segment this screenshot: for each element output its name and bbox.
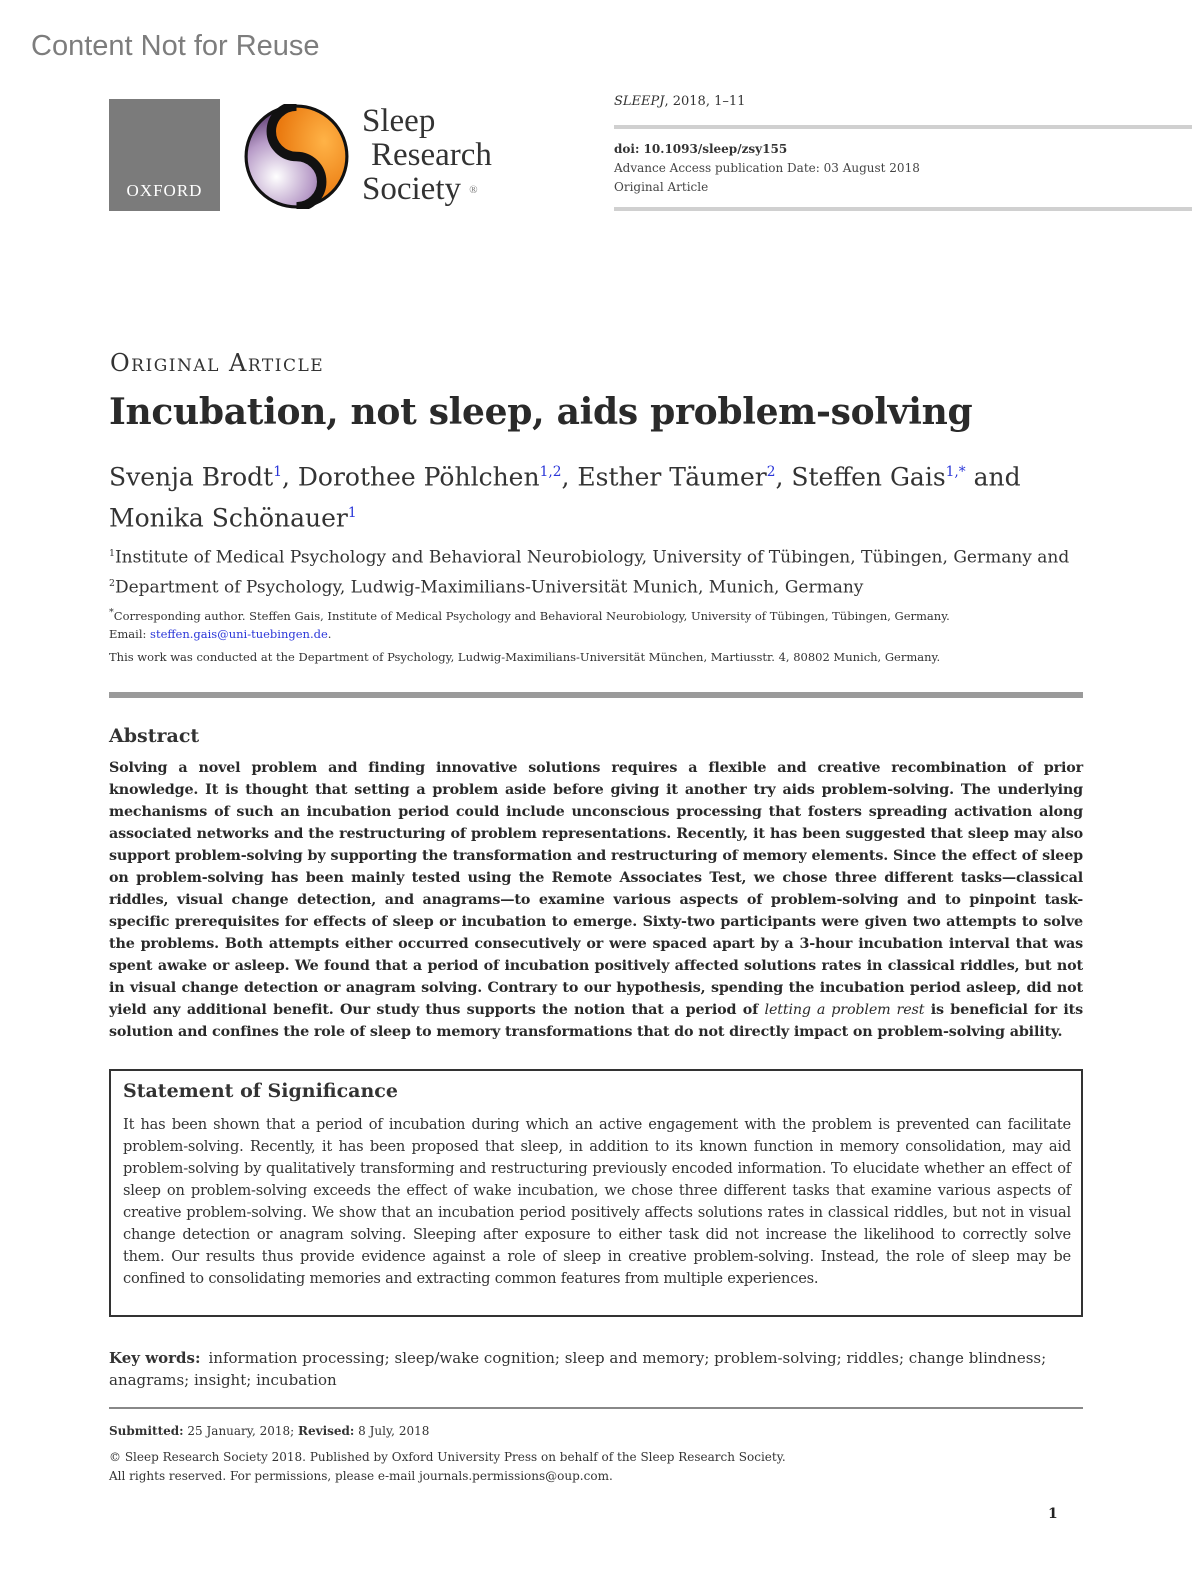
affiliations — [109, 541, 1109, 600]
correspondence-marker: * — [109, 607, 114, 618]
keywords-text: information processing; sleep/wake cognition; sleep and memory; problem-solving; riddles; change blindness; anagrams; insight; incubation — [109, 1349, 1047, 1389]
affiliation-number: 2 — [109, 577, 115, 589]
journal-name: SLEEPJ — [614, 94, 665, 109]
author: Steffen Gais — [791, 462, 946, 492]
affiliation-text: Institute of Medical Psychology and Behavioral Neurobiology, University of Tübingen, Tübingen, Germany and — [114, 547, 1070, 568]
journal-reference — [614, 94, 745, 109]
author: Monika Schönauer — [109, 503, 348, 533]
revised-date: 8 July, 2018 — [354, 1424, 430, 1438]
affiliation-2 — [109, 571, 1109, 601]
affiliation-1 — [109, 541, 1109, 571]
email-end: . — [327, 626, 332, 641]
statement-of-significance — [109, 1069, 1083, 1317]
footer-rule — [109, 1407, 1083, 1409]
author-separator: and — [965, 462, 1021, 492]
section-divider — [109, 692, 1083, 698]
author-affiliation-ref[interactable]: 1 — [273, 464, 282, 480]
author: Dorothee Pöhlchen — [297, 462, 540, 492]
author-affiliation-ref[interactable]: 1 — [347, 505, 357, 522]
keywords — [109, 1347, 1083, 1391]
significance-text: It has been shown that a period of incubation during which an active engagement with the problem is prevented can facilitate problem-solving. Recently, it has been proposed that sleep, in addition to its known function in memory consolidation, may aid problem-solving by qualitatively transforming and restructuring previously encoded information. To elucidate whether an effect of sleep on problem-solving exceeds the effect of wake incubation, we chose three different tasks that examine various aspects of creative problem-solving. We show that an incubation period positively affects solutions rates in classical riddles, but not in visual change detection or anagram solving. Sleeping after exposure to either task did not increase the likelihood to correctly solve them. Our results thus provide evidence against a role of sleep in creative problem-solving. Instead, the role of sleep may be confined to consolidating memories and extracting common features from multiple experiences. — [123, 1116, 1071, 1287]
header-rule-top — [614, 125, 1192, 129]
watermark: Content Not for Reuse — [31, 30, 320, 62]
author-separator: , — [281, 462, 298, 492]
copyright-line1: © Sleep Research Society 2018. Published by Oxford University Press on behalf of the Sleep Research Society. — [109, 1450, 786, 1464]
society-name — [362, 104, 492, 207]
submitted-date: 25 January, 2018; — [183, 1424, 298, 1438]
author-separator: , — [775, 462, 792, 492]
article-title: Incubation, not sleep, aids problem-solving — [109, 391, 973, 433]
abstract-text-part: Solving a novel problem and finding innovative solutions requires a flexible and creative recombination of prior knowledge. It is thought that setting a problem aside before giving it another try aids problem-solving. The underlying mechanisms of such an incubation period could include unconscious processing that fosters spreading activation along associated networks and the restructuring of problem representations. Recently, it has been suggested that sleep may also support problem-solving by supporting the transformation and restructuring of memory elements. Since the effect of sleep on problem-solving has been mainly tested using the Remote Associates Test, we chose three different tasks—classical riddles, visual change detection, and anagrams—to examine various aspects of problem-solving and to pinpoint task-specific prerequisites for effects of sleep or incubation to emerge. Sixty-two participants were given two attempts to solve the problems. Both attempts either occurred consecutively or were spaced apart by a 3-hour incubation interval that was spent awake or asleep. We found that a period of incubation positively affected solutions rates in classical riddles, but not in visual change detection or anagram solving. Contrary to our hypothesis, spending the incubation period asleep, did not yield any additional benefit. Our study thus supports the notion that a period of — [109, 760, 1083, 1018]
society-name-line1: Sleep — [362, 103, 436, 139]
sleep-research-society-logo-icon — [244, 104, 349, 209]
affiliation-number: 1 — [109, 548, 115, 559]
conducted-note: This work was conducted at the Department of Psychology, Ludwig-Maximilians-Universität München, Martiusstr. 4, 80802 Munich, Germany. — [109, 650, 941, 664]
author: Esther Täumer — [577, 462, 767, 492]
society-name-line2: Research — [371, 137, 492, 173]
significance-heading: Statement of Significance — [123, 1080, 398, 1102]
article-type: Original Article — [614, 180, 709, 194]
submitted-label: Submitted: — [109, 1424, 184, 1438]
author-separator: , — [561, 462, 578, 492]
email-link[interactable]: steffen.gais@uni-tuebingen.de — [150, 626, 328, 641]
revised-label: Revised: — [298, 1424, 355, 1438]
registered-mark: ® — [469, 184, 478, 196]
keywords-label: Key words: — [109, 1349, 201, 1367]
abstract-text-part: is beneficial for its solution and confines the role of sleep to memory transformations that do not directly impact on problem-solving ability. — [109, 1002, 1083, 1040]
page-number: 1 — [1048, 1506, 1058, 1522]
abstract-text-italic: letting a problem rest — [764, 1002, 925, 1018]
abstract-text — [109, 757, 1083, 1043]
author-affiliation-ref[interactable]: 2 — [766, 464, 776, 480]
author: Svenja Brodt — [109, 462, 274, 492]
advance-access-date: Advance Access publication Date: 03 August 2018 — [614, 161, 920, 175]
section-label: Original Article — [110, 349, 325, 377]
journal-year-pages: , 2018, 1–11 — [664, 94, 746, 109]
doi: doi: 10.1093/sleep/zsy155 — [614, 142, 788, 156]
email-label: Email: — [109, 626, 151, 641]
society-name-line3: Society — [362, 171, 461, 207]
oxford-logo-text: OXFORD — [126, 181, 203, 200]
copyright-line2: All rights reserved. For permissions, please e-mail journals.permissions@oup.com. — [109, 1469, 613, 1483]
submission-dates — [109, 1424, 429, 1438]
affiliation-text: Department of Psychology, Ludwig-Maximilians-Universität Munich, Munich, Germany — [114, 577, 864, 598]
oxford-logo — [109, 99, 220, 211]
correspondence-text: Corresponding author. Steffen Gais, Institute of Medical Psychology and Behavioral Neurobiology, University of Tübingen, Tübingen, Germany. — [113, 608, 950, 623]
author-affiliation-ref[interactable]: 1,* — [945, 464, 966, 480]
header-rule-bottom — [614, 207, 1192, 211]
copyright — [109, 1448, 1083, 1486]
publication-meta — [614, 140, 920, 197]
abstract-heading: Abstract — [109, 725, 200, 747]
author-affiliation-ref[interactable]: 1,2 — [539, 464, 562, 480]
author-list — [109, 454, 1109, 537]
correspondence — [109, 604, 1109, 643]
